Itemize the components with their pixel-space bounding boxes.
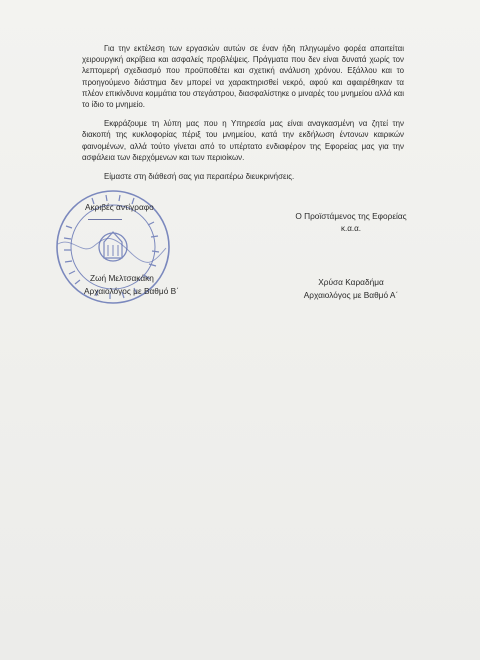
signatory-title: Ο Προϊστάμενος της Εφορείας xyxy=(295,211,407,221)
signatory-subtitle: κ.α.α. xyxy=(341,224,361,233)
paragraph-regret: Εκφράζουμε τη λύπη μας που η Υπηρεσία μας είναι αναγκασμένη να ζητεί την διακοπή της κυκλοφορίας πέριξ του μνημείου, κατά την εκδήλωση έντονων καιρικών φαινομένων, αλλά τούτο γίνεται από το υπέρτατο ενδιαφέρον της Εφορείας μας για την ασφάλεια των διερχόμενων και των περιοίκων. xyxy=(82,119,404,162)
left-signatory-role: Αρχαιολόγος με Βαθμό Β΄ xyxy=(84,286,179,296)
right-signatory-name: Χρύσα Καραδήμα xyxy=(318,277,384,287)
paragraph-works: Για την εκτέλεση των εργασιών αυτών σε έναν ήδη πληγωμένο φορέα απαιτείται χειρουργική ακρίβεια και ασφαλείς προβλέψεις. Πράγματα που δεν είναι δυνατά χωρίς τον λεπτομερή σχεδιασμό που προϋποθέτει και σχετική ανάλυση χρόνου. Εξάλλου και το προηγούμενο διάστημα δεν μπορεί να χαρακτηρισθεί νεκρό, αφού και αφαιρέθηκαν τα πλέον επικίνδυνα κομμάτια του στεγάστρου, διασφαλίστηκε ο μιναρές του μνημείου αλλά και το ίδιο το μνημείο. xyxy=(82,44,404,110)
certified-copy-underline xyxy=(88,219,122,220)
left-signatory-name: Ζωή Μελτσακάκη xyxy=(90,273,154,283)
right-signatory-role: Αρχαιολόγος με Βαθμό Α΄ xyxy=(303,290,399,300)
letter-body xyxy=(82,43,404,182)
paragraph-availability: Είμαστε στη διάθεσή σας για περαιτέρω διευκρινήσεις. xyxy=(104,172,295,182)
certified-copy-label: Ακριβές αντίγραφο xyxy=(85,202,154,212)
